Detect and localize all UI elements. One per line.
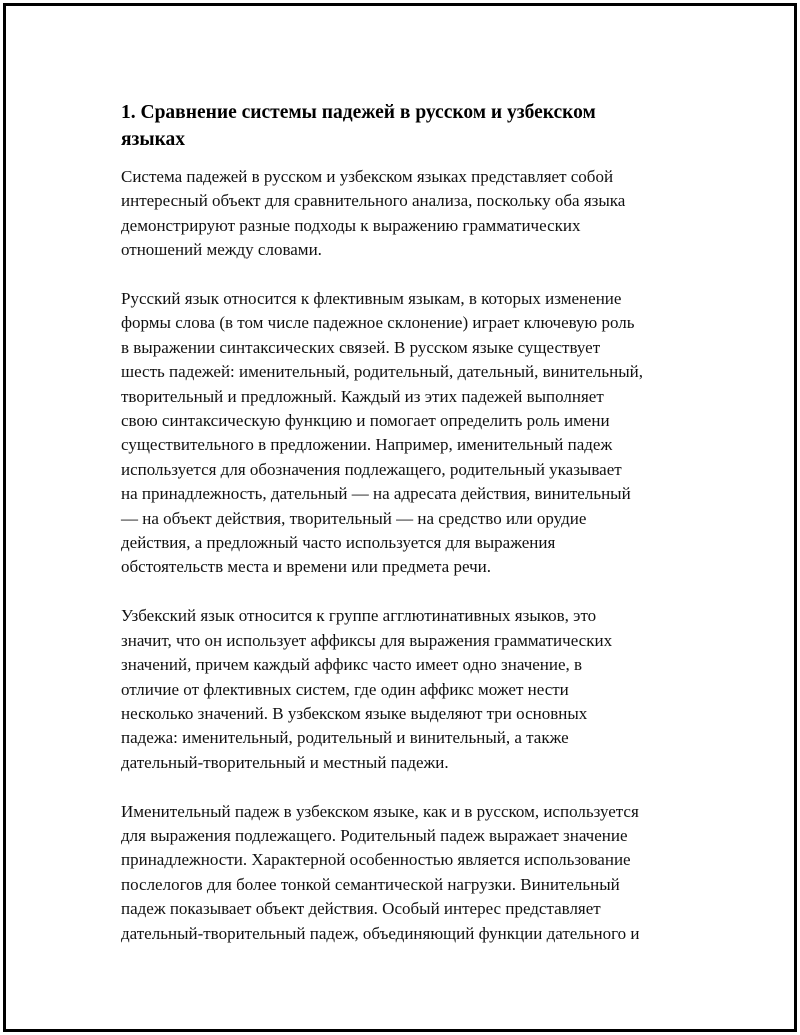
text-line: для выражения подлежащего. Родительный падеж выражает значение [121, 825, 628, 845]
text-line: в выражении синтаксических связей. В русском языке существует [121, 337, 601, 357]
text-line: шесть падежей: именительный, родительный, дательный, винительный, [121, 362, 644, 382]
text-line: используется для обозначения подлежащего, родительный указывает [121, 459, 622, 479]
paragraph-uzbek-nominative [121, 800, 691, 946]
text-line: действия, а предложный часто используется для выражения [121, 533, 556, 553]
section-heading-line: 1. Сравнение системы падежей в русском и узбекском [121, 102, 596, 123]
text-line: интересный объект для сравнительного анализа, поскольку оба языка [121, 191, 626, 211]
paragraph-intro [121, 165, 691, 263]
paragraph-uzbek-cases [121, 604, 691, 775]
text-line: падеж показывает объект действия. Особый интерес представляет [121, 899, 601, 919]
text-line: на принадлежность, дательный — на адресата действия, винительный [121, 484, 631, 504]
text-line: принадлежности. Характерной особенностью является использование [121, 850, 631, 870]
section-heading-line: языках [121, 129, 186, 150]
text-line: демонстрируют разные подходы к выражению грамматических [121, 215, 581, 235]
text-line: творительный и предложный. Каждый из этих падежей выполняет [121, 386, 604, 406]
text-line: Система падежей в русском и узбекском языках представляет собой [121, 167, 614, 186]
text-line: падежа: именительный, родительный и винительный, а также [121, 728, 569, 748]
text-line: Именительный падеж в узбекском языке, как и в русском, используется [121, 801, 639, 821]
text-line: несколько значений. В узбекском языке выделяют три основных [121, 703, 588, 723]
text-line: значит, что он использует аффиксы для выражения грамматических [121, 630, 613, 650]
text-line: Русский язык относится к флективным языкам, в которых изменение [121, 289, 622, 309]
paragraph-russian-cases [121, 287, 691, 580]
text-line: послелогов для более тонкой семантической нагрузки. Винительный [121, 874, 620, 894]
text-line: обстоятельств места и времени или предмета речи. [121, 557, 491, 577]
text-line: Узбекский язык относится к группе агглютинативных языков, это [121, 606, 597, 626]
document-body [121, 99, 691, 970]
text-line: значений, причем каждый аффикс часто имеет одно значение, в [121, 655, 583, 675]
page-frame [3, 3, 797, 1032]
text-line: — на объект действия, творительный — на средство или орудие [121, 508, 587, 528]
text-line: отличие от флективных систем, где один аффикс может нести [121, 679, 569, 699]
text-line: свою синтаксическую функцию и помогает определить роль имени [121, 411, 610, 431]
text-line: существительного в предложении. Например, именительный падеж [121, 435, 613, 455]
text-line: формы слова (в том числе падежное склонение) играет ключевую роль [121, 313, 635, 333]
section-heading [121, 99, 691, 153]
text-line: дательный-творительный и местный падежи. [121, 752, 449, 772]
text-line: дательный-творительный падеж, объединяющий функции дательного и [121, 923, 640, 943]
text-line: отношений между словами. [121, 240, 322, 260]
